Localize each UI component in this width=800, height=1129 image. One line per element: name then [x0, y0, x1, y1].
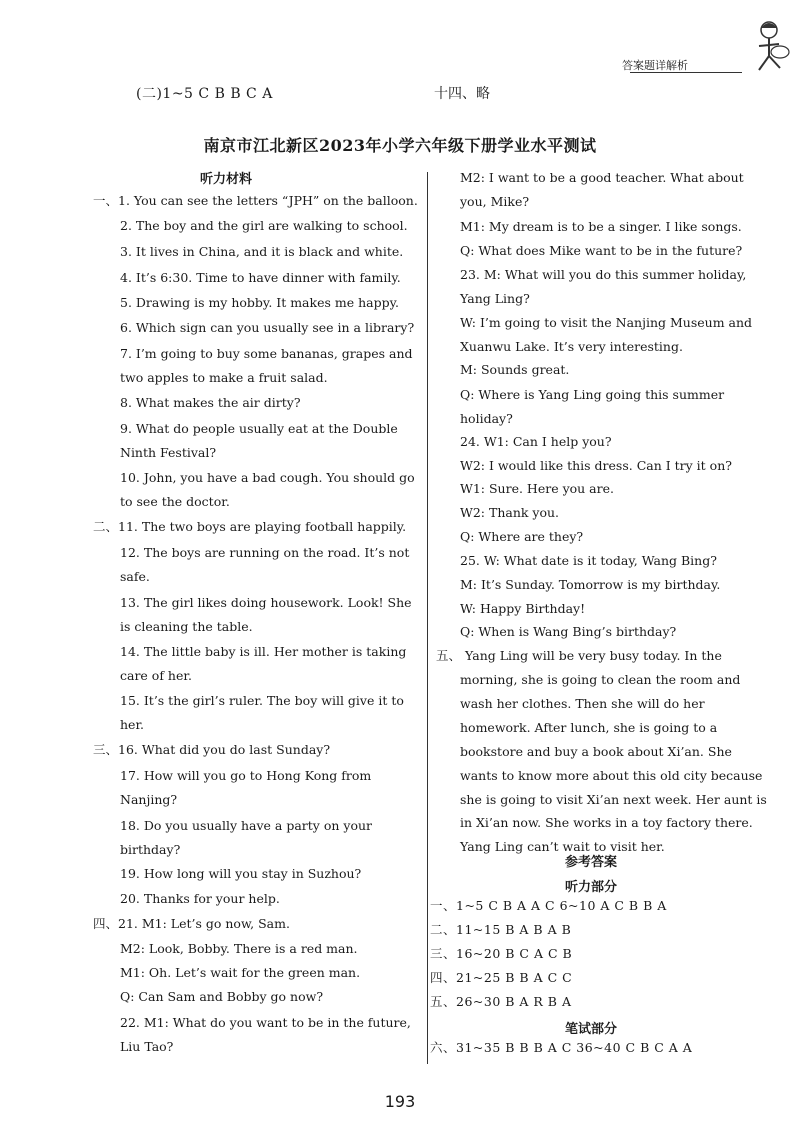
left-line: 8. What makes the air dirty?: [120, 395, 301, 410]
answer-key-heading: 参考答案: [565, 855, 618, 870]
brand-label: 答案题详解析: [622, 59, 688, 72]
right-line: holiday?: [460, 411, 513, 426]
right-line: M: It’s Sunday. Tomorrow is my birthday.: [460, 577, 721, 592]
left-line: M2: Look, Bobby. There is a red man.: [120, 941, 358, 956]
right-line: 五、 Yang Ling will be very busy today. In the: [436, 648, 722, 663]
left-line: 5. Drawing is my hobby. It makes me happy.: [120, 295, 399, 310]
right-line: Q: What does Mike want to be in the future?: [460, 243, 743, 258]
left-line: 四、21. M1: Let’s go now, Sam.: [93, 916, 290, 931]
left-line: 2. The boy and the girl are walking to school.: [120, 218, 408, 233]
left-line: 18. Do you usually have a party on your: [120, 818, 372, 833]
right-line: Yang Ling?: [460, 291, 530, 306]
left-line: birthday?: [120, 842, 181, 857]
right-line: wash her clothes. Then she will do her: [460, 696, 705, 711]
left-line: is cleaning the table.: [120, 619, 253, 634]
left-line: 22. M1: What do you want to be in the future,: [120, 1015, 411, 1030]
mascot-icon: [744, 18, 794, 73]
right-line: you, Mike?: [460, 194, 530, 209]
answer-line: 四、21~25 B B A C C: [430, 970, 573, 985]
left-line: Ninth Festival?: [120, 445, 217, 460]
right-line: 24. W1: Can I help you?: [460, 434, 612, 449]
answer-line: 六、31~35 B B B A C 36~40 C B C A A: [430, 1040, 693, 1055]
right-line: M: Sounds great.: [460, 362, 570, 377]
right-line: W2: Thank you.: [460, 505, 560, 520]
left-line: M1: Oh. Let’s wait for the green man.: [120, 965, 361, 980]
left-line: 9. What do people usually eat at the Double: [120, 421, 398, 436]
right-line: homework. After lunch, she is going to a: [460, 720, 718, 735]
left-line: 4. It’s 6:30. Time to have dinner with family.: [120, 270, 401, 285]
header-rule: [630, 72, 742, 73]
right-line: Q: When is Wang Bing’s birthday?: [460, 624, 677, 639]
right-line: W: Happy Birthday!: [460, 601, 586, 616]
left-line: 12. The boys are running on the road. It’s not: [120, 545, 410, 560]
right-line: in Xi’an now. She works in a toy factory there.: [460, 815, 753, 830]
left-line: 15. It’s the girl’s ruler. The boy will give it to: [120, 693, 404, 708]
right-line: 23. M: What will you do this summer holiday,: [460, 267, 747, 282]
listening-material-heading: 听力材料: [200, 172, 253, 187]
left-line: safe.: [120, 569, 150, 584]
prev-answers-right: 十四、略: [434, 86, 490, 102]
right-line: W1: Sure. Here you are.: [460, 481, 614, 496]
answer-line: 五、26~30 B A R B A: [430, 994, 572, 1009]
left-line: Nanjing?: [120, 792, 178, 807]
right-line: wants to know more about this old city because: [460, 768, 763, 783]
right-line: morning, she is going to clean the room and: [460, 672, 741, 687]
left-line: 17. How will you go to Hong Kong from: [120, 768, 372, 783]
right-line: Xuanwu Lake. It’s very interesting.: [460, 339, 683, 354]
page-number: 193: [384, 1092, 416, 1111]
left-line: 7. I’m going to buy some bananas, grapes and: [120, 346, 413, 361]
listening-section-heading: 听力部分: [565, 880, 618, 895]
left-line: her.: [120, 717, 145, 732]
right-line: M1: My dream is to be a singer. I like songs.: [460, 219, 742, 234]
right-line: Yang Ling can’t wait to visit her.: [460, 839, 665, 854]
right-line: M2: I want to be a good teacher. What about: [460, 170, 744, 185]
answer-line: 二、11~15 B A B A B: [430, 922, 572, 937]
left-line: Q: Can Sam and Bobby go now?: [120, 989, 324, 1004]
left-line: 19. How long will you stay in Suzhou?: [120, 866, 362, 881]
prev-answers-left: (二)1~5 C B B C A: [136, 86, 273, 102]
left-line: care of her.: [120, 668, 192, 683]
left-line: 10. John, you have a bad cough. You should go: [120, 470, 415, 485]
right-line: 25. W: What date is it today, Wang Bing?: [460, 553, 717, 568]
right-line: Q: Where is Yang Ling going this summer: [460, 387, 725, 402]
left-line: 3. It lives in China, and it is black and white.: [120, 244, 404, 259]
left-line: to see the doctor.: [120, 494, 230, 509]
left-line: two apples to make a fruit salad.: [120, 370, 328, 385]
answer-line: 三、16~20 B C A C B: [430, 946, 573, 961]
left-line: 20. Thanks for your help.: [120, 891, 280, 906]
right-line: Q: Where are they?: [460, 529, 584, 544]
left-line: 13. The girl likes doing housework. Look! She: [120, 595, 412, 610]
right-line: she is going to visit Xi’an next week. Her aunt is: [460, 792, 767, 807]
column-divider: [427, 172, 428, 1064]
left-line: 一、1. You can see the letters “JPH” on the balloon.: [93, 193, 418, 208]
right-line: bookstore and buy a book about Xi’an. She: [460, 744, 732, 759]
left-line: 6. Which sign can you usually see in a library?: [120, 320, 415, 335]
right-line: W2: I would like this dress. Can I try it on?: [460, 458, 732, 473]
right-line: W: I’m going to visit the Nanjing Museum and: [460, 315, 753, 330]
page-title: 南京市江北新区2023年小学六年级下册学业水平测试: [203, 136, 597, 155]
left-line: 三、16. What did you do last Sunday?: [93, 742, 331, 757]
left-line: 二、11. The two boys are playing football happily.: [93, 519, 407, 534]
answer-line: 一、1~5 C B A A C 6~10 A C B B A: [430, 898, 667, 913]
left-line: 14. The little baby is ill. Her mother is taking: [120, 644, 407, 659]
left-line: Liu Tao?: [120, 1039, 174, 1054]
written-section-heading: 笔试部分: [565, 1022, 618, 1037]
